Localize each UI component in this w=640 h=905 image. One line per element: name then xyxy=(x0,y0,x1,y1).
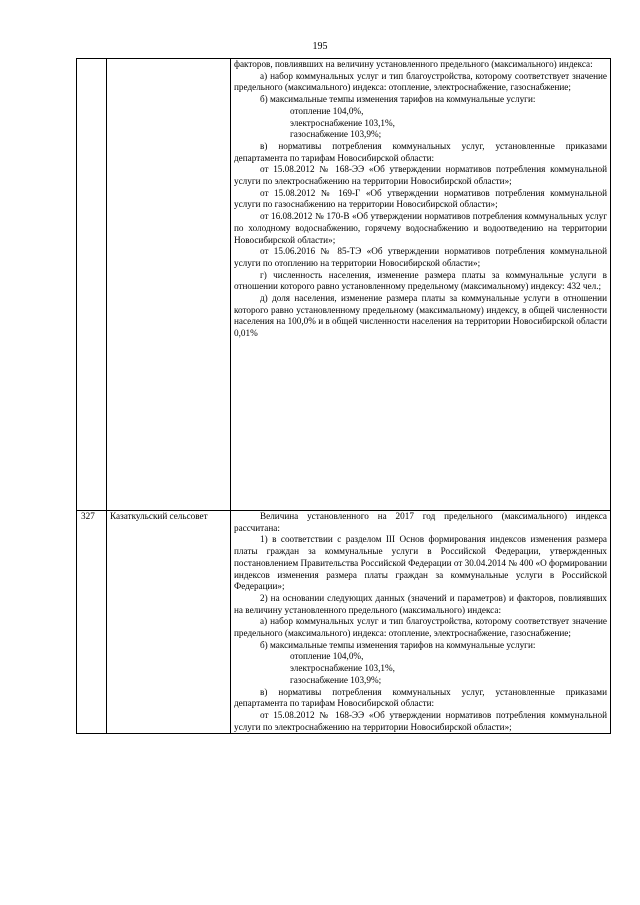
municipality-name xyxy=(107,59,231,511)
paragraph: 1) в соответствии с разделом III Основ формирования индексов изменения размера платы граждан за коммунальные услуги в Российской Федерации, утвержденных постановлением Правительства Российской Федерации от 30.04.2014 № 400 «О формировании индексов изменения размера платы граждан за коммунальные услуги в Российской Федерации»; xyxy=(234,534,607,592)
tariff-value: электроснабжение 103,1%, xyxy=(290,663,395,674)
index-table xyxy=(76,58,611,734)
paragraph: а) набор коммунальных услуг и тип благоустройства, которому соответствует значение предельного (максимального) индекса: отопление, электроснабжение, газоснабжение; xyxy=(234,70,607,93)
row-description xyxy=(231,511,611,734)
paragraph: г) численность населения, изменение размера платы за коммунальные услуги в отношении которого равно установленному предельному (максимальному) индексу: 432 чел.; xyxy=(234,269,607,292)
paragraph: д) доля населения, изменение размера платы за коммунальные услуги в отношении которого равно установленному предельному (максимальному) индексу, в общей численности населения на 100,0% и в общей численности населения на территории Новосибирской области 0,01% xyxy=(234,293,607,339)
table-row xyxy=(77,59,611,511)
tariff-value: электроснабжение 103,1%, xyxy=(290,117,395,128)
paragraph: от 15.08.2012 № 168-ЭЭ «Об утверждении нормативов потребления коммунальной услуги по электроснабжению на территории Новосибирской области»; xyxy=(234,164,607,187)
paragraph: Величина установленного на 2017 год предельного (максимального) индекса рассчитана: xyxy=(234,511,607,533)
tariff-value: газоснабжение 103,9%; xyxy=(290,674,382,685)
page-number: 195 xyxy=(312,41,328,52)
paragraph: б) максимальные темпы изменения тарифов на коммунальные услуги: xyxy=(260,639,536,650)
paragraph: 2) на основании следующих данных (значений и параметров) и факторов, повлиявших на величину установленного предельного (максимального) индекса: xyxy=(234,592,607,615)
tariff-value: газоснабжение 103,9%; xyxy=(290,129,382,140)
paragraph: от 15.06.2016 № 85-ТЭ «Об утверждении нормативов потребления коммунальной услуги по отоплению на территории Новосибирской области»; xyxy=(234,246,607,268)
row-number xyxy=(77,59,107,511)
paragraph: от 15.08.2012 № 169-Г «Об утверждении нормативов потребления коммунальной услуги по газоснабжению на территории Новосибирской области»; xyxy=(234,187,607,210)
row-number: 327 xyxy=(77,511,107,734)
tariff-value: отопление 104,0%, xyxy=(290,105,364,116)
paragraph: от 16.08.2012 № 170-В «Об утверждении нормативов потребления коммунальных услуг по холодному водоснабжению, горячему водоснабжению и водоотведению на территории Новосибирской области»; xyxy=(234,211,607,245)
tariff-value: отопление 104,0%, xyxy=(290,651,364,662)
table-row xyxy=(77,511,611,734)
row-description xyxy=(231,59,611,511)
paragraph: от 15.08.2012 № 168-ЭЭ «Об утверждении нормативов потребления коммунальной услуги по электроснабжению на территории Новосибирской области»; xyxy=(234,709,607,732)
paragraph: а) набор коммунальных услуг и тип благоустройства, которому соответствует значение предельного (максимального) индекса: отопление, электроснабжение, газоснабжение; xyxy=(234,616,607,639)
paragraph: б) максимальные темпы изменения тарифов на коммунальные услуги: xyxy=(260,94,536,105)
municipality-name: Казаткульский сельсовет xyxy=(107,511,231,734)
paragraph: в) нормативы потребления коммунальных услуг, установленные приказами департамента по тарифам Новосибирской области: xyxy=(234,686,607,709)
paragraph: факторов, повлиявших на величину установленного предельного (максимального) индекса: xyxy=(234,59,593,69)
paragraph: в) нормативы потребления коммунальных услуг, установленные приказами департамента по тарифам Новосибирской области: xyxy=(234,140,607,163)
